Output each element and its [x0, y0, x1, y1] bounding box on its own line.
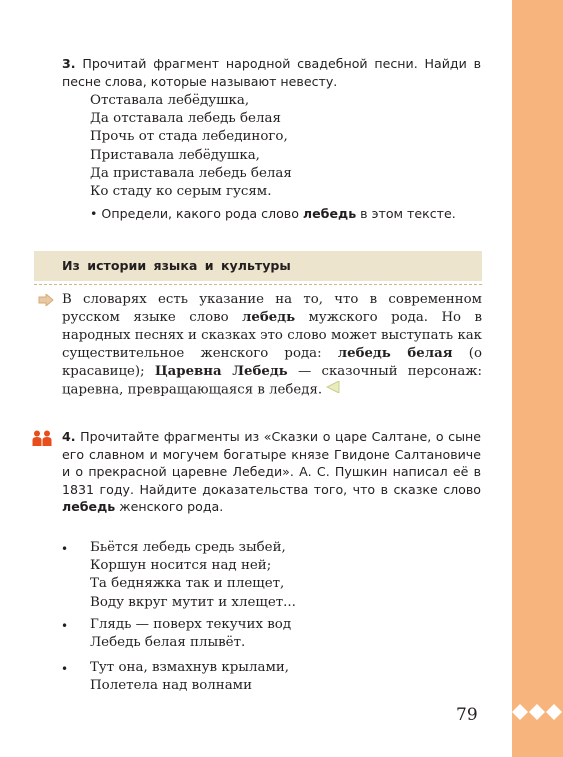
task-4-number: 4.: [62, 429, 76, 444]
bullet: •: [61, 619, 69, 633]
bullet: •: [61, 662, 69, 676]
task-4: 4. Прочитайте фрагменты из «Сказки о царе Салтане, о сыне его славном и могучем богатыре князе Гвидоне Салтановиче и о прекрасной царевне Лебеди». А. С. Пушкин написал её в 1831 году. Найдите доказательства того, что в сказке слово лебедь женского рода.: [62, 429, 481, 515]
task-3-number: 3.: [62, 56, 76, 71]
pair-work-icon: [32, 430, 52, 450]
task-3-text: Прочитай фрагмент народной свадебной песни. Найди в песне слова, которые называют невесту.: [62, 56, 481, 89]
poem-line: Та бедняжка так и плещет,: [90, 576, 285, 592]
arrow-left-icon: [326, 381, 340, 399]
poem-line: Приставала лебёдушка,: [90, 147, 260, 163]
keyword: лебедь белая: [337, 346, 453, 361]
keyword: Царевна Лебедь: [154, 364, 288, 379]
history-box-text: В словарях есть указание на то, что в современном русском языке слово лебедь мужского рода. Но в народных песнях и сказках это слово может выступать как существительное женского рода: лебедь белая (о красавице); Царевна Лебедь — сказочный персонаж: царевна, превращающаяся в лебедя.: [62, 292, 483, 398]
poem-line: Полетела над волнами: [90, 678, 253, 694]
poem-line: Бьётся лебедь средь зыбей,: [90, 540, 286, 555]
poem-line: Коршун носится над ней;: [90, 558, 272, 574]
keyword: лебедь: [242, 310, 296, 325]
poem-line: Тут она, взмахнув крылами,: [90, 660, 290, 675]
poem-1: [90, 92, 292, 201]
task-3: [62, 55, 481, 90]
poem-line: Лебедь белая плывёт.: [90, 635, 246, 651]
keyword: лебедь: [62, 499, 116, 515]
poem-line: Отставала лебёдушка,: [90, 93, 250, 108]
keyword: лебедь: [302, 206, 357, 221]
arrow-right-icon: [38, 291, 54, 310]
history-box-header: [34, 251, 482, 281]
poem-line: Воду вкруг мутит и хлещет...: [90, 594, 296, 610]
history-box-title: Из истории языка и культуры: [62, 258, 291, 273]
poem-line: Да отставала лебедь белая: [90, 111, 281, 127]
diamond-ornament-icon: [512, 703, 563, 721]
side-color-strip: [512, 0, 563, 757]
stanza-3: [90, 659, 289, 695]
page-number: 79: [456, 705, 478, 725]
bullet: •: [61, 542, 69, 556]
stanza-1: [90, 539, 296, 612]
poem-line: Да приставала лебедь белая: [90, 165, 292, 181]
stanza-2: [90, 616, 291, 652]
poem-line: Ко стаду ко серым гусям.: [90, 184, 272, 200]
poem-line: Глядь — поверх текучих вод: [90, 617, 292, 632]
task-3-question: • Определи, какого рода слово лебедь в этом тексте.: [90, 206, 456, 221]
poem-line: Прочь от стада лебединого,: [90, 129, 288, 145]
history-box-divider: [34, 284, 482, 285]
